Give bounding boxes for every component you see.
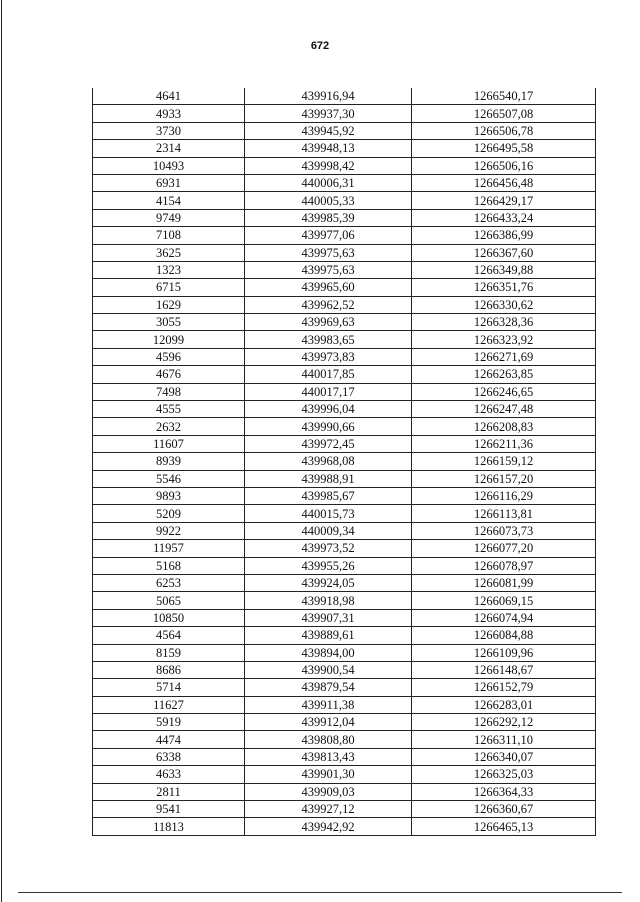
- point-id-cell: 5714: [93, 679, 245, 696]
- table-row: [93, 105, 596, 122]
- y-coordinate-cell: 1266078,97: [412, 557, 596, 574]
- y-coordinate-cell: 1266364,33: [412, 783, 596, 800]
- y-coordinate-cell: 1266495,58: [412, 140, 596, 157]
- x-coordinate-cell: 439975,63: [245, 244, 412, 261]
- y-coordinate-cell: 1266148,67: [412, 661, 596, 678]
- table-row: [93, 540, 596, 557]
- point-id-cell: 5168: [93, 557, 245, 574]
- point-id-cell: 12099: [93, 331, 245, 348]
- x-coordinate-cell: 439988,91: [245, 470, 412, 487]
- point-id-cell: 2632: [93, 418, 245, 435]
- x-coordinate-cell: 439942,92: [245, 818, 412, 835]
- table-row: [93, 801, 596, 818]
- table-row: [93, 383, 596, 400]
- point-id-cell: 9922: [93, 522, 245, 539]
- y-coordinate-cell: 1266208,83: [412, 418, 596, 435]
- table-row: [93, 592, 596, 609]
- table-row: [93, 418, 596, 435]
- y-coordinate-cell: 1266263,85: [412, 366, 596, 383]
- bottom-divider: [18, 892, 622, 893]
- x-coordinate-cell: 439990,66: [245, 418, 412, 435]
- table-row: [93, 88, 596, 105]
- y-coordinate-cell: 1266109,96: [412, 644, 596, 661]
- x-coordinate-cell: 439985,67: [245, 487, 412, 504]
- x-coordinate-cell: 439937,30: [245, 105, 412, 122]
- x-coordinate-cell: 439968,08: [245, 453, 412, 470]
- y-coordinate-cell: 1266077,20: [412, 540, 596, 557]
- x-coordinate-cell: 439975,63: [245, 261, 412, 278]
- table-row: [93, 574, 596, 591]
- table-row: [93, 627, 596, 644]
- y-coordinate-cell: 1266386,99: [412, 227, 596, 244]
- y-coordinate-cell: 1266360,67: [412, 801, 596, 818]
- y-coordinate-cell: 1266325,03: [412, 766, 596, 783]
- y-coordinate-cell: 1266113,81: [412, 505, 596, 522]
- y-coordinate-cell: 1266116,29: [412, 487, 596, 504]
- x-coordinate-cell: 439945,92: [245, 122, 412, 139]
- table-row: [93, 470, 596, 487]
- table-row: [93, 122, 596, 139]
- table-row: [93, 209, 596, 226]
- point-id-cell: 4154: [93, 192, 245, 209]
- point-id-cell: 9893: [93, 487, 245, 504]
- point-id-cell: 1629: [93, 296, 245, 313]
- x-coordinate-cell: 439972,45: [245, 435, 412, 452]
- x-coordinate-cell: 439900,54: [245, 661, 412, 678]
- y-coordinate-cell: 1266456,48: [412, 174, 596, 191]
- y-coordinate-cell: 1266157,20: [412, 470, 596, 487]
- table-row: [93, 644, 596, 661]
- y-coordinate-cell: 1266084,88: [412, 627, 596, 644]
- y-coordinate-cell: 1266351,76: [412, 279, 596, 296]
- y-coordinate-cell: 1266540,17: [412, 88, 596, 105]
- point-id-cell: 10850: [93, 609, 245, 626]
- point-id-cell: 11607: [93, 435, 245, 452]
- point-id-cell: 11957: [93, 540, 245, 557]
- point-id-cell: 11813: [93, 818, 245, 835]
- y-coordinate-cell: 1266074,94: [412, 609, 596, 626]
- coordinates-table: [92, 88, 596, 836]
- x-coordinate-cell: 439879,54: [245, 679, 412, 696]
- x-coordinate-cell: 439962,52: [245, 296, 412, 313]
- y-coordinate-cell: 1266506,16: [412, 157, 596, 174]
- point-id-cell: 6338: [93, 748, 245, 765]
- point-id-cell: 4596: [93, 348, 245, 365]
- point-id-cell: 1323: [93, 261, 245, 278]
- x-coordinate-cell: 439965,60: [245, 279, 412, 296]
- table-row: [93, 401, 596, 418]
- x-coordinate-cell: 439901,30: [245, 766, 412, 783]
- x-coordinate-cell: 439808,80: [245, 731, 412, 748]
- x-coordinate-cell: 439907,31: [245, 609, 412, 626]
- y-coordinate-cell: 1266340,07: [412, 748, 596, 765]
- x-coordinate-cell: 439912,04: [245, 714, 412, 731]
- point-id-cell: 7108: [93, 227, 245, 244]
- x-coordinate-cell: 439973,52: [245, 540, 412, 557]
- x-coordinate-cell: 439894,00: [245, 644, 412, 661]
- point-id-cell: 4564: [93, 627, 245, 644]
- table-row: [93, 679, 596, 696]
- y-coordinate-cell: 1266429,17: [412, 192, 596, 209]
- point-id-cell: 5919: [93, 714, 245, 731]
- y-coordinate-cell: 1266283,01: [412, 696, 596, 713]
- point-id-cell: 3625: [93, 244, 245, 261]
- x-coordinate-cell: 439927,12: [245, 801, 412, 818]
- point-id-cell: 4641: [93, 88, 245, 105]
- x-coordinate-cell: 440015,73: [245, 505, 412, 522]
- table-row: [93, 766, 596, 783]
- x-coordinate-cell: 439889,61: [245, 627, 412, 644]
- x-coordinate-cell: 439916,94: [245, 88, 412, 105]
- y-coordinate-cell: 1266292,12: [412, 714, 596, 731]
- y-coordinate-cell: 1266247,48: [412, 401, 596, 418]
- y-coordinate-cell: 1266465,13: [412, 818, 596, 835]
- x-coordinate-cell: 439996,04: [245, 401, 412, 418]
- y-coordinate-cell: 1266349,88: [412, 261, 596, 278]
- x-coordinate-cell: 439969,63: [245, 314, 412, 331]
- y-coordinate-cell: 1266328,36: [412, 314, 596, 331]
- table-row: [93, 227, 596, 244]
- x-coordinate-cell: 439911,38: [245, 696, 412, 713]
- x-coordinate-cell: 439918,98: [245, 592, 412, 609]
- y-coordinate-cell: 1266433,24: [412, 209, 596, 226]
- x-coordinate-cell: 440009,34: [245, 522, 412, 539]
- y-coordinate-cell: 1266323,92: [412, 331, 596, 348]
- point-id-cell: 6253: [93, 574, 245, 591]
- point-id-cell: 2314: [93, 140, 245, 157]
- table-row: [93, 714, 596, 731]
- y-coordinate-cell: 1266073,73: [412, 522, 596, 539]
- y-coordinate-cell: 1266152,79: [412, 679, 596, 696]
- page-edge-line: [1, 0, 2, 902]
- x-coordinate-cell: 439983,65: [245, 331, 412, 348]
- point-id-cell: 7498: [93, 383, 245, 400]
- x-coordinate-cell: 439924,05: [245, 574, 412, 591]
- point-id-cell: 2811: [93, 783, 245, 800]
- table-row: [93, 731, 596, 748]
- point-id-cell: 5209: [93, 505, 245, 522]
- table-row: [93, 331, 596, 348]
- table-row: [93, 818, 596, 835]
- table-row: [93, 314, 596, 331]
- table-row: [93, 661, 596, 678]
- point-id-cell: 4555: [93, 401, 245, 418]
- y-coordinate-cell: 1266069,15: [412, 592, 596, 609]
- x-coordinate-cell: 439973,83: [245, 348, 412, 365]
- table-body: [93, 88, 596, 835]
- point-id-cell: 3055: [93, 314, 245, 331]
- x-coordinate-cell: 440005,33: [245, 192, 412, 209]
- table-row: [93, 505, 596, 522]
- x-coordinate-cell: 439977,06: [245, 227, 412, 244]
- x-coordinate-cell: 439813,43: [245, 748, 412, 765]
- y-coordinate-cell: 1266506,78: [412, 122, 596, 139]
- x-coordinate-cell: 440017,17: [245, 383, 412, 400]
- point-id-cell: 4676: [93, 366, 245, 383]
- table-row: [93, 522, 596, 539]
- x-coordinate-cell: 440006,31: [245, 174, 412, 191]
- table-row: [93, 696, 596, 713]
- y-coordinate-cell: 1266159,12: [412, 453, 596, 470]
- table-row: [93, 174, 596, 191]
- y-coordinate-cell: 1266246,65: [412, 383, 596, 400]
- table-row: [93, 783, 596, 800]
- point-id-cell: 8159: [93, 644, 245, 661]
- point-id-cell: 4633: [93, 766, 245, 783]
- x-coordinate-cell: 439948,13: [245, 140, 412, 157]
- point-id-cell: 5546: [93, 470, 245, 487]
- table-row: [93, 157, 596, 174]
- y-coordinate-cell: 1266330,62: [412, 296, 596, 313]
- y-coordinate-cell: 1266081,99: [412, 574, 596, 591]
- page-number: 672: [310, 40, 330, 52]
- table-row: [93, 366, 596, 383]
- point-id-cell: 5065: [93, 592, 245, 609]
- table-row: [93, 348, 596, 365]
- point-id-cell: 8686: [93, 661, 245, 678]
- table-row: [93, 279, 596, 296]
- x-coordinate-cell: 439955,26: [245, 557, 412, 574]
- table-row: [93, 453, 596, 470]
- table-row: [93, 244, 596, 261]
- point-id-cell: 9541: [93, 801, 245, 818]
- point-id-cell: 3730: [93, 122, 245, 139]
- table-row: [93, 609, 596, 626]
- point-id-cell: 11627: [93, 696, 245, 713]
- y-coordinate-cell: 1266211,36: [412, 435, 596, 452]
- y-coordinate-cell: 1266367,60: [412, 244, 596, 261]
- point-id-cell: 9749: [93, 209, 245, 226]
- x-coordinate-cell: 440017,85: [245, 366, 412, 383]
- x-coordinate-cell: 439985,39: [245, 209, 412, 226]
- y-coordinate-cell: 1266271,69: [412, 348, 596, 365]
- table-row: [93, 557, 596, 574]
- table-row: [93, 435, 596, 452]
- point-id-cell: 10493: [93, 157, 245, 174]
- point-id-cell: 6715: [93, 279, 245, 296]
- point-id-cell: 4933: [93, 105, 245, 122]
- table-row: [93, 192, 596, 209]
- table-row: [93, 748, 596, 765]
- point-id-cell: 6931: [93, 174, 245, 191]
- table-row: [93, 296, 596, 313]
- point-id-cell: 4474: [93, 731, 245, 748]
- table-row: [93, 487, 596, 504]
- y-coordinate-cell: 1266311,10: [412, 731, 596, 748]
- y-coordinate-cell: 1266507,08: [412, 105, 596, 122]
- x-coordinate-cell: 439998,42: [245, 157, 412, 174]
- x-coordinate-cell: 439909,03: [245, 783, 412, 800]
- point-id-cell: 8939: [93, 453, 245, 470]
- table-row: [93, 140, 596, 157]
- table-row: [93, 261, 596, 278]
